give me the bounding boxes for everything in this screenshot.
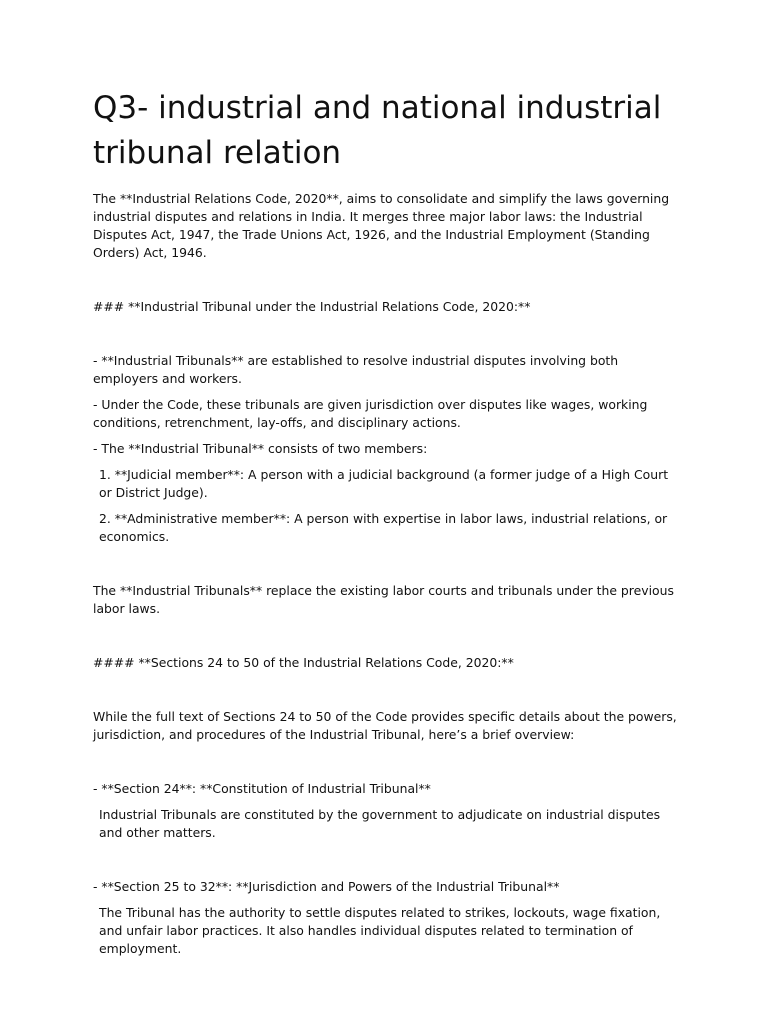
document-title: Q3- industrial and national industrial tribunal relation xyxy=(93,90,662,171)
bullet-tribunals-established: - **Industrial Tribunals** are established to resolve industrial disputes involving both employers and workers. xyxy=(93,353,619,386)
overview-paragraph: While the full text of Sections 24 to 50 of the Code provides specific details about the powers, jurisdiction, and procedures of the Industrial Tribunal, here’s a brief overview: xyxy=(93,709,677,742)
list-item-judicial-member: 1. **Judicial member**: A person with a judicial background (a former judge of a High Court or District Judge). xyxy=(99,467,669,500)
bullet-two-members: - The **Industrial Tribunal** consists of two members: xyxy=(93,441,428,456)
bullet-section-25-32: - **Section 25 to 32**: **Jurisdiction and Powers of the Industrial Tribunal** xyxy=(93,879,560,894)
section-24-description: Industrial Tribunals are constituted by the government to adjudicate on industrial disputes and other matters. xyxy=(99,807,661,840)
list-item-administrative-member: 2. **Administrative member**: A person with expertise in labor laws, industrial relations, or economics. xyxy=(99,511,668,544)
section-heading-sections-24-50: #### **Sections 24 to 50 of the Industrial Relations Code, 2020:** xyxy=(93,655,514,670)
section-heading-industrial-tribunal: ### **Industrial Tribunal under the Industrial Relations Code, 2020:** xyxy=(93,299,531,314)
tribunals-replace-paragraph: The **Industrial Tribunals** replace the existing labor courts and tribunals under the previous labor laws. xyxy=(93,583,674,616)
bullet-section-24: - **Section 24**: **Constitution of Industrial Tribunal** xyxy=(93,781,431,796)
bullet-jurisdiction: - Under the Code, these tribunals are given jurisdiction over disputes like wages, working conditions, retrenchment, lay-offs, and disciplinary actions. xyxy=(93,397,648,430)
section-25-32-description: The Tribunal has the authority to settle disputes related to strikes, lockouts, wage fixation, and unfair labor practices. It also handles individual disputes related to termination of employment. xyxy=(99,905,661,956)
intro-paragraph: The **Industrial Relations Code, 2020**, aims to consolidate and simplify the laws governing industrial disputes and relations in India. It merges three major labor laws: the Industrial Disputes Act, 1947, the Trade Unions Act, 1926, and the Industrial Employment (Standing Orders) Act, 1946. xyxy=(93,191,670,260)
